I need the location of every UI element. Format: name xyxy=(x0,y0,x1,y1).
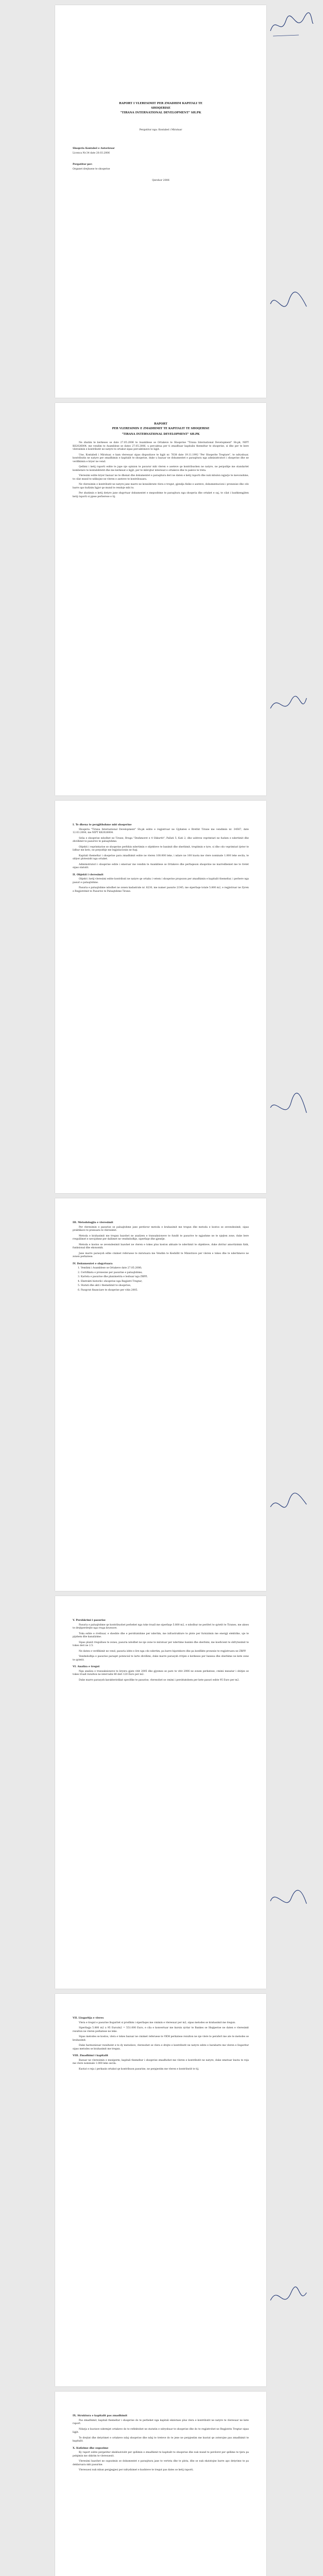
p6-paragraph: Siperfaqja 5.800 m2 x 95 Euro/m2 = 551.000 Euro, e cila e konvertuar me kursin zyrtar te Bankes se Shqiperise ne daten e vleresimit rezulton ne vleren perkatese ne leke. xyxy=(73,2027,249,2033)
p4-list-item: 6. Pasqyrat financiare te shoqerise per vitin 2005. xyxy=(78,1289,138,1292)
p7-paragraph: Vleresimi bazohet ne supozimin se dokumentet e paraqitura jane te verteta dhe te plota, dhe se nuk ekzistojne barre apo detyrime te pa deklaruara mbi pasurine. xyxy=(73,2460,249,2466)
p4-paragraph: Metoda e kostos se zevendesimit bazohet ne vleren e tokes plus koston aktuale te ndertimit te objekteve, duke zbritur amortizimin fizik, funksional dhe ekonomik. xyxy=(73,1243,249,1249)
cover-date: Qershor 2006 xyxy=(152,179,169,182)
cover-title-line1: RAPORT I VLERESIMIT PER ZMADHIM KAPITALI TE xyxy=(119,102,202,105)
p7-paragraph: Pas zmadhimit, kapitali themeltar i shoqerise do te perbehet nga kapitali ekzistues plus vlera e kontributit ne natyre te vleresuar ne kete raport. xyxy=(73,2419,249,2425)
p3-paragraph: Selia e shoqerise ndodhet ne Tirane, Rruga "Deshmoret e 4 Shkurtit", Pallati 5, Kati 2, dhe ushtron veprimtari ne fushen e ndertimit dhe zhvillimit te pasurive te paluajtshme. xyxy=(73,837,249,843)
p3-paragraph: Pasuria e paluajtshme ndodhet ne zonen kadastrale nr. 8230, me numer pasurie 2/345, me siperfaqe totale 5.800 m2, e regjistruar ne Zyren e Regjistrimit te Pasurive te Paluajtshme Tirane. xyxy=(73,887,249,893)
p6-paragraph: Bazuar ne vleresimin e mesiperm, kapitali themeltar i shoqerise zmadhohet me vleren e kontributit ne natyre, duke emetuar kuota te reja me vlere nominale 1.000 leke secila. xyxy=(73,2059,249,2065)
p6-paragraph: Vlera e tregut e pasurise llogaritet si prodhim i siperfaqes me cmimin e vleresuar per m2, sipas metodes se krahasimit me tregun. xyxy=(79,2021,236,2024)
p5-paragraph: Duke marre parasysh karakteristikat specifike te pasurise, vleresohet se cmimi i pershtatshem per kete pasuri eshte 95 Euro per m2. xyxy=(79,1679,240,1682)
p3-paragraph: Kapitali themeltar i shoqerise para zmadhimit eshte ne vleren 100.000 leke, i ndare ne 100 kuota me vlere nominale 1.000 leke secila, te shlyer plotesisht nga ortaket. xyxy=(73,854,249,860)
p6-paragraph: Duke harmonizuar rezultatet e te dy metodave, vleresohet se vlera e drejte e kontributit ne natyre eshte e barabarte me vleren e llogaritur sipas metodes se krahasimit me tregun. xyxy=(73,2044,249,2050)
cover-licence: Licenca Nr.34 date 20.03.2006 xyxy=(73,151,110,155)
page-4 xyxy=(55,1198,266,1591)
p7-paragraph: Ky raport eshte pergatitur ekskluzivisht per qellimin e zmadhimit te kapitalit te shoqerise dhe nuk mund te perdoret per qellime te tjera pa pelqimin me shkrim te vleresuesit. xyxy=(73,2451,249,2458)
p3-heading-2: II. Objekti i vleresimit xyxy=(73,873,104,876)
p5-paragraph: Ne daten e verifikimit ne vend, pasuria ishte e lire nga cdo ndertim, pa barre hipotekore dhe pa konflikte pronesie te regjistruara ne ZRPP. xyxy=(79,1650,246,1653)
p5-paragraph: Toka eshte e rrethuar, e sheshte dhe e pershtatshme per ndertim, me infrastrukture te plote per furnizimin me energji elektrike, uje te pijshem dhe kanalizime. xyxy=(73,1632,249,1638)
p4-list-item: 1. Vendimi i Asamblese se Ortakeve date 27.05.2006; xyxy=(78,1267,142,1269)
p7-heading: IX. Struktura e kapitalit pas zmadhimit xyxy=(73,2414,128,2417)
p4-paragraph: Jane marre parasysh edhe cmimet referuese te miratuara me Vendim te Keshillit te Ministrave per vleren e tokes dhe te ndertimeve ne zonen perkatese. xyxy=(73,1252,249,1258)
p5-heading-2: VI. Analiza e tregut xyxy=(73,1665,100,1668)
p4-heading: III. Metodologjia e vleresimit xyxy=(73,1221,113,1224)
p2-paragraph: Une, Kontabeli i Miratuar, e kam vleresuar sipas dispozitave te ligjit nr. 7638 date 19.11.1992 "Per Shoqerite Tregtare", te ndryshuar, kontributin ne natyre per zmadhimin e kapitalit te shoqerise, duke u bazuar ne dokumentet e paraqitura nga administratori i shoqerise dhe ne verifikimin e kryer ne vend. xyxy=(73,453,249,463)
p7-heading-2: X. Kufizime dhe supozime xyxy=(73,2446,109,2450)
cover-prepared-by: Pergatitur nga: Kontabel i Miratuar xyxy=(139,128,182,131)
p3-paragraph: Objekt i ketij vleresimi eshte kontributi ne natyre qe ortaku i vetem i shoqerise propozon per zmadhimin e kapitalit themeltar, i perbere nga pasuri e paluajtshme. xyxy=(73,878,249,884)
p6-heading-2: VIII. Zmadhimi i kapitalit xyxy=(73,2054,108,2057)
page-3 xyxy=(55,801,266,1193)
p4-list-item: 5. Statuti dhe akti i themelimit te shoqerise; xyxy=(78,1284,131,1287)
page-6 xyxy=(55,1994,266,2386)
signature-mark xyxy=(268,1092,309,1123)
signature-mark xyxy=(268,10,314,41)
p7-paragraph: Te drejtat dhe detyrimet e ortakeve ndaj shoqerise dhe ndaj te treteve do te jene ne perpjestim me kuotat qe zoterojne pas zmadhimit te kapitalit. xyxy=(73,2436,249,2443)
p5-paragraph: Sipas planit rregullues te zones, pasuria ndodhet ne nje zone te miratuar per ndertime banimi dhe sherbimi, me koeficient te shfrytezimit te tokes deri ne 2.5. xyxy=(73,1641,249,1647)
p3-paragraph: Shoqeria "Tirana International Development" Sh.pk eshte e regjistruar ne Gjykaten e Rrethit Tirane me vendimin nr. 34567, date 12.03.2004, me NIPT K62026004. xyxy=(73,828,249,834)
page-7 xyxy=(55,2392,266,2576)
p2-title-line2: PER VLERESIMIN E ZMADHIMIT TE KAPITALIT TE SHOQERISE xyxy=(112,427,210,431)
p6-paragraph: Sipas metodes se kostos, vlera e tokes bazuar ne cmimet referuese te VKM perkatese rezulton ne nje vlere te perafert me ate te metodes se krahasimit. xyxy=(73,2036,249,2042)
signature-mark xyxy=(268,1489,309,1520)
signature-mark xyxy=(268,690,309,721)
p3-heading: I. Te dhena te pergjithshme mbi shoqerine xyxy=(73,823,132,826)
signature-mark xyxy=(268,1886,309,1917)
p2-title-line3: "TIRANA INTERNATIONAL DEVELOPMENT" SH.PK xyxy=(122,433,200,436)
p2-paragraph: Ne zbatim te kerkeses se date 27.05.2006 te Asamblese se Ortakeve te Shoqerise "Tirana International Development" Sh.pk, NIPT K62026004, me vendim te Asamblese se dates 27.05.2006, u percaktua per ti zmadhuar kapitalin themeltar te shoqerise, si dhe per te bere vleresimin e kontributit ne natyre te ortakut sipas percaktimeve te ligjit. xyxy=(73,442,249,451)
page-cover xyxy=(55,5,266,398)
p2-paragraph: Qellimi i ketij raporti eshte te jape nje opinion te pavarur mbi vleren e aseteve qe kontribuohen ne natyre, ne perputhje me standartet kombetare te kontabilitetit dhe me kerkesat e ligjit, per te mbrojtur interesat e ortakeve dhe te paleve te treta. xyxy=(73,466,249,472)
p4-heading-2: IV. Dokumentet e shqyrtuara xyxy=(73,1262,113,1265)
p7-paragraph: Ndarja e kuotave ndermjet ortakeve do te reflektohet ne statutin e ndryshuar te shoqerise dhe do te regjistrohet ne Regjistrin Tregtar sipas ligjit. xyxy=(73,2428,249,2434)
page-5 xyxy=(55,1596,266,1989)
p4-list-item: 4. Ekstrakti historik i shoqerise nga Regjistri Tregtar; xyxy=(78,1280,143,1283)
p4-list-item: 3. Kartela e pasurise dhe planimetria e leshuar nga ZRPP; xyxy=(78,1276,148,1278)
p2-title-line1: RAPORT xyxy=(154,422,167,426)
p2-paragraph: Per zbatimin e ketij detyre jane shqyrtuar dokumentet e meposhtme te paraqitura nga shoqeria dhe ortaket e saj, te cilat i bashkengjiten ketij raporti si pjese perberese e tij. xyxy=(73,492,249,498)
cover-company-label: Shoqeria Kontabel e Autorizuar xyxy=(73,147,115,150)
p2-paragraph: Vleresimi eshte kryer bazuar ne te dhenat dhe dokumentet e paraqitura deri ne daten e ketij raporti dhe nuk mbulon ngjarje te mevonshme, te cilat mund te ndikojne ne vleren e aseteve te kontribuuara. xyxy=(73,474,249,481)
p6-paragraph: Kuotat e reja i perkasin ortakut qe kontribuon pasurine, ne perpjestim me vleren e kontributit te tij. xyxy=(79,2067,199,2071)
signature-mark xyxy=(268,289,309,319)
cover-title-line2: SHOQERISE xyxy=(151,107,171,110)
p4-paragraph: Per vleresimin e pasurise se paluajtshme jane perdorur metoda e krahasimit me tregun dhe metoda e kostos se zevendesimit, sipas praktikave te pranuara te vleresimit. xyxy=(73,1226,249,1232)
p5-paragraph: Vendndodhja e pasurise paraqet potencial te larte zhvillimi, duke marre parasysh rritjen e kerkeses per banesa dhe sherbime ne kete zone te qytetit. xyxy=(73,1655,249,1662)
p6-heading: VII. Llogaritja e vleres xyxy=(73,2016,104,2020)
page-2 xyxy=(55,403,266,795)
cover-prepared-for: Organet drejtuese te shoqerise xyxy=(73,167,110,171)
p3-paragraph: Administratori i shoqerise eshte i emeruar me vendim te Asamblese se Ortakeve dhe perfaqeson shoqerine ne marredheniet me te tretet sipas statutit. xyxy=(73,863,249,869)
p4-list-item: 2. Certifikata e pronesise per pasurine e paluajtshme; xyxy=(78,1271,143,1274)
p2-paragraph: Ne vleresimin e kontributit ne natyre jane marre ne konsiderate vlera e tregut, gjendja fizike e aseteve, dokumentacioni i pronesise dhe cdo barre apo kufizim ligjor qe mund te rendoje mbi to. xyxy=(73,483,249,489)
p5-paragraph: Pasuria e paluajtshme qe kontribuohet perbehet nga toke truall me siperfaqe 5.800 m2, e ndodhur ne periferi te qytetit te Tiranes, me akses te drejtperdrejte nga rruga kryesore. xyxy=(73,1623,249,1630)
signature-mark xyxy=(268,2282,309,2313)
p3-paragraph: Objekti i veprimtarise se shoqerise perfshin ndertimin e objekteve te banimit dhe sherbimit, tregtimin e tyre, si dhe cdo veprimtari tjeter te lidhur me keto, ne perputhje me legjislacionin ne fuqi. xyxy=(73,845,249,852)
p5-heading: V. Pershkrimi i pasurise xyxy=(73,1619,106,1622)
p5-paragraph: Nga analiza e transaksioneve te kryera gjate vitit 2005 dhe gjysmes se pare te vitit 2006 ne zonen perkatese, cmimi mesatar i shitjes se tokes truall rezulton ne intervalin 80 deri 120 Euro per m2. xyxy=(73,1670,249,1676)
p4-paragraph: Metoda e krahasimit me tregun bazohet ne analizen e transaksioneve te fundit te pasurive te ngjashme ne te njejten zone, duke bere rregullimet e nevojshme per dallimet ne vendndodhje, siperfaqe dhe gjendje. xyxy=(73,1234,249,1241)
cover-prepared-for-label: Pergatitur per: xyxy=(73,163,93,166)
cover-title-line3: "TIRANA INTERNATIONAL DEVELOPMENT" SH.PK xyxy=(120,111,201,115)
p7-paragraph: Vleresuesi nuk mban pergjegjesi per ndryshimet e kushteve te tregut pas dates se ketij raporti. xyxy=(79,2469,194,2471)
